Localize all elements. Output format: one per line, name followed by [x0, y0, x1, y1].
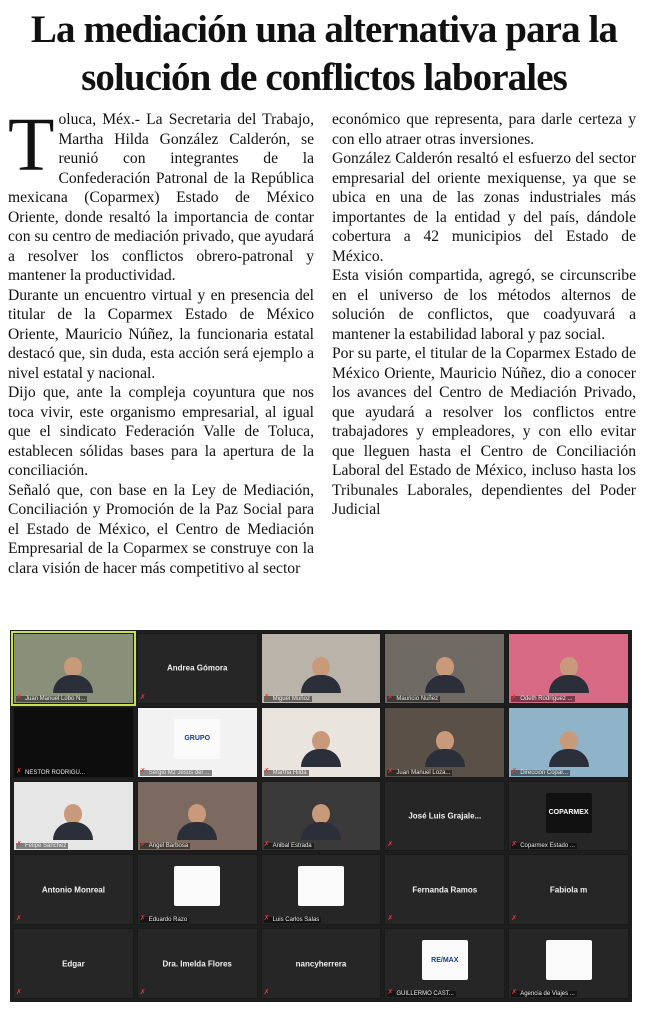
- participant-video: [425, 657, 465, 693]
- participant-name: Antonio Monreal: [41, 885, 105, 895]
- participant-tile[interactable]: [13, 928, 134, 999]
- participant-video: [53, 804, 93, 840]
- logo-text: GRUPO: [184, 735, 211, 743]
- muted-mic-icon: ✗: [387, 692, 394, 701]
- muted-mic-icon: ✗: [263, 766, 270, 775]
- participant-logo: [422, 940, 468, 980]
- paragraph: Esta visión compartida, agregó, se circunscribe en el universo de los métodos alternos de solución de conflictos, que coadyuvará a mantener la estabilidad laboral y paz social.: [332, 267, 636, 343]
- participant-logo: [546, 793, 592, 833]
- participant-name: nancyherrera: [295, 959, 347, 969]
- participant-video: [425, 731, 465, 767]
- participant-label: Direccion Copar...: [511, 770, 570, 776]
- paragraph: González Calderón resaltó el esfuerzo del sector empresarial del oriente mexiquense, ya que se ubica en una de las zonas industriales más importantes de la entidad y del país, dándole cobertura a 42 municipios del Estado de México.: [332, 150, 636, 265]
- participant-label: Eduardo Razo: [140, 917, 189, 923]
- participant-label: Juan Manuel Loza...: [387, 770, 452, 776]
- muted-mic-icon: ✗: [263, 988, 270, 996]
- muted-mic-icon: ✗: [139, 766, 146, 775]
- participant-tile[interactable]: [261, 854, 382, 925]
- participant-name: Edgar: [62, 959, 85, 969]
- participant-tile[interactable]: [261, 928, 382, 999]
- muted-mic-icon: ✗: [511, 766, 518, 775]
- participant-video: [53, 657, 93, 693]
- participant-logo: [174, 866, 220, 906]
- participant-tile[interactable]: [384, 633, 505, 704]
- muted-mic-icon: ✗: [387, 914, 394, 923]
- participant-name: José Luis Grajale...: [408, 811, 482, 821]
- drop-cap: T: [8, 103, 55, 187]
- participant-tile[interactable]: [137, 928, 258, 999]
- participant-label: Coparmex Estado ...: [511, 843, 577, 849]
- article-column-right: [332, 110, 636, 520]
- muted-mic-icon: ✗: [139, 840, 146, 849]
- participant-tile[interactable]: [137, 854, 258, 925]
- muted-mic-icon: ✗: [263, 914, 270, 923]
- participant-logo: [174, 719, 220, 759]
- paragraph: Señaló que, con base en la Ley de Mediación, Conciliación y Promoción de la Paz Social para el Estado de México, el Centro de Mediación Empresarial de la Coparmex se construye con la clara visión de hacer más competitivo al sector: [8, 481, 314, 577]
- participant-video: [301, 657, 341, 693]
- paragraph: económico que representa, para darle certeza y con ello atraer otras inversiones.: [332, 111, 636, 148]
- participant-tile[interactable]: [13, 854, 134, 925]
- muted-mic-icon: ✗: [387, 840, 394, 849]
- muted-mic-icon: ✗: [263, 840, 270, 849]
- participant-label: GUILLERMO CAST...: [387, 991, 455, 997]
- participant-tile[interactable]: [508, 633, 629, 704]
- participant-label: Mauricio Nuñez: [387, 696, 440, 702]
- muted-mic-icon: ✗: [511, 914, 518, 923]
- participant-label: NESTOR RODRIGU...: [16, 770, 87, 776]
- participant-tile[interactable]: [508, 781, 629, 852]
- participant-tile[interactable]: [137, 633, 258, 704]
- participant-name: Fernanda Ramos: [412, 885, 478, 895]
- participant-name: Dra. Imelda Flores: [162, 959, 232, 969]
- muted-mic-icon: ✗: [16, 988, 22, 996]
- participant-label: Angel Barbosa: [140, 843, 190, 849]
- participant-label: Sergio Mz Jesus del ...: [140, 770, 212, 776]
- participant-label: Miguel Muñoz: [264, 696, 312, 702]
- participant-tile[interactable]: [384, 928, 505, 999]
- paragraph: Dijo que, ante la compleja coyuntura que nos toca vivir, este organismo empresarial, al igual que el sindicato Federación Valle de Toluca, establecen sólidas bases para la apertura de la conciliación.: [8, 384, 314, 479]
- participant-tile[interactable]: [137, 707, 258, 778]
- participant-tile[interactable]: [384, 707, 505, 778]
- participant-logo: [298, 866, 344, 906]
- participant-tile[interactable]: [508, 928, 629, 999]
- participant-video: [549, 657, 589, 693]
- participant-label: Luis Carlos Salas: [264, 917, 322, 923]
- participant-video: [301, 804, 341, 840]
- participant-video: [549, 731, 589, 767]
- participant-tile[interactable]: [261, 633, 382, 704]
- paragraph: oluca, Méx.- La Secretaria del Trabajo, Martha Hilda González Calderón, se reunió con integrantes de la Confederación Patronal de la República mexicana (Coparmex) Estado de México Oriente, donde resaltó la importancia de contar con su centro de mediación privado, que ayudará a resolver los conflictos obrero-patronal y mantener la productividad.: [8, 111, 314, 284]
- paragraph: Por su parte, el titular de la Coparmex Estado de México Oriente, Mauricio Núñez, dio a conocer los avances del Centro de Mediación Privado, que ayudará a resolver los conflictos entre trabajadores y empleadores, y con ello evitar que lleguen hasta el Centro de Conciliación Laboral del Estado de México, incluso hasta los Tribunales Laborales, dependientes del Poder Judicial: [332, 345, 636, 518]
- muted-mic-icon: ✗: [511, 988, 518, 996]
- muted-mic-icon: ✗: [511, 692, 518, 701]
- participant-label: Felipe Sanchez: [16, 843, 68, 849]
- participant-tile[interactable]: [13, 781, 134, 852]
- muted-mic-icon: ✗: [139, 988, 146, 996]
- participant-label: Martha Hilda: [264, 770, 309, 776]
- video-call-grid: [10, 630, 632, 1002]
- participant-tile[interactable]: [261, 781, 382, 852]
- participant-tile[interactable]: [384, 854, 505, 925]
- participant-video: [301, 731, 341, 767]
- muted-mic-icon: ✗: [16, 914, 22, 923]
- muted-mic-icon: ✗: [139, 692, 146, 701]
- muted-mic-icon: ✗: [16, 840, 22, 849]
- participant-label: Juan Manuel Lobo N...: [16, 696, 87, 702]
- participant-tile[interactable]: [384, 781, 505, 852]
- muted-mic-icon: ✗: [16, 692, 22, 701]
- muted-mic-icon: ✗: [16, 766, 22, 775]
- participant-label: Anibal Estrada: [264, 843, 314, 849]
- participant-tile[interactable]: [13, 707, 134, 778]
- participant-tile[interactable]: [508, 854, 629, 925]
- article-column-left: [8, 103, 314, 578]
- headline: La mediación una alternativa para la solución de conflictos laborales: [30, 8, 618, 99]
- participant-tile[interactable]: [261, 707, 382, 778]
- muted-mic-icon: ✗: [139, 914, 146, 923]
- muted-mic-icon: ✗: [387, 766, 394, 775]
- logo-text: COPARMEX: [548, 809, 589, 817]
- participant-tile[interactable]: [508, 707, 629, 778]
- participant-label: Agencia de Viajes ...: [511, 991, 577, 997]
- participant-tile[interactable]: [137, 781, 258, 852]
- paragraph: Durante un encuentro virtual y en presencia del titular de la Coparmex Estado de México Oriente, Mauricio Núñez, la funcionaria estatal destacó que, sin duda, esta acción será ejemplo a nivel estatal y nacional.: [8, 286, 314, 382]
- participant-logo: [546, 940, 592, 980]
- muted-mic-icon: ✗: [511, 840, 518, 849]
- participant-label: Odeth Rodríguez ...: [511, 696, 574, 702]
- participant-video: [177, 804, 217, 840]
- participant-tile[interactable]: [13, 633, 134, 704]
- muted-mic-icon: ✗: [263, 692, 270, 701]
- participant-name: Andrea Gómora: [166, 663, 228, 673]
- muted-mic-icon: ✗: [387, 988, 394, 996]
- logo-text: RE/MAX: [431, 956, 459, 964]
- participant-name: Fabiola m: [549, 885, 588, 895]
